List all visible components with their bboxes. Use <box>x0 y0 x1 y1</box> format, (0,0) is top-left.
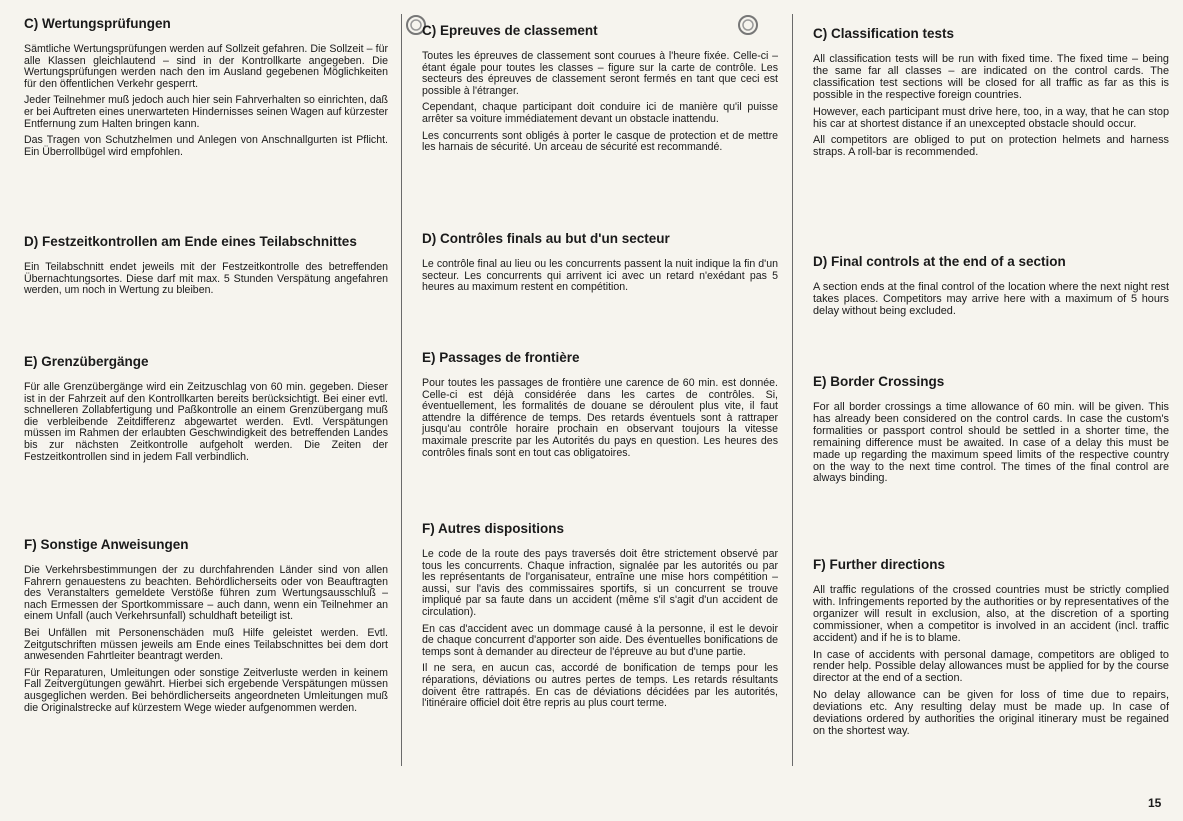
paragraph: Toutes les épreuves de classement sont courues à l'heure fixée. Celle-ci – étant égale pour toutes les classes – figure sur la carte de contrôle. Les secteurs des épreuves de classement seront fermés en tant que ceci est possible à l'étranger. <box>422 50 778 97</box>
paragraph: En cas d'accident avec un dommage causé à la personne, il est le devoir de chaque concurrent d'apporter son aide. Des éventuelles bonifications de temps sont à demander au directeur de l'épreuve au but d'une partie. <box>422 622 778 658</box>
english-column <box>813 0 1169 790</box>
section-d-fr <box>422 231 778 299</box>
section-c-de <box>24 16 388 163</box>
paragraph: A section ends at the final control of the location where the next night rest takes places. Competitors may arrive here with a maximum of 5 hours delay without being excluded. <box>813 281 1169 317</box>
section-e-fr <box>422 350 778 464</box>
paragraph: No delay allowance can be given for loss of time due to repairs, deviations etc. Any resulting delay must be made up. In case of deviations ordered by authorities the original itinerary must be regained on the shortest way. <box>813 689 1169 737</box>
paragraph: Le contrôle final au lieu ou les concurrents passent la nuit indique la fin d'un secteur. Les concurrents qui arrivent ici avec un retard n'exédant pas 5 heures au maximum restent en compétition. <box>422 258 778 294</box>
paragraph: Für Reparaturen, Umleitungen oder sonstige Zeitverluste werden in keinem Fall Zeitvergütungen gewährt. Hierbei sich ergebende Verspätungen müssen ausgeglichen werden. Bei behördlicherseits angeordneten Umleitungen muß die Originalstrecke auf kürzestem Wege wieder aufgenommen werden. <box>24 666 388 714</box>
section-heading: D) Contrôles finals au but d'un secteur <box>422 231 670 246</box>
section-heading: F) Sonstige Anweisungen <box>24 537 189 552</box>
section-c-en <box>813 26 1169 164</box>
paragraph: However, each participant must drive here, too, in a way, that he can stop his car at shortest distance if an unexcepted obstacle should occur. <box>813 105 1169 130</box>
page-number: 15 <box>1148 796 1162 810</box>
french-column <box>422 0 778 790</box>
paragraph: Die Verkehrsbestimmungen der zu durchfahrenden Länder sind von allen Fahrern genauestens zu beachten. Behördlicherseits oder von Beauftragten des Veranstalters gemeldete Verstöße führen zum Wertungsausschluß – nach Ermessen der Sportkommissare – auch dann, wenn ein Teilnehmer an einem Unfall (auch Verkehrsunfall) schuldhaft beteiligt ist. <box>24 564 388 623</box>
german-column <box>24 0 388 790</box>
section-heading: C) Wertungsprüfungen <box>24 16 171 31</box>
paragraph: Il ne sera, en aucun cas, accordé de bonification de temps pour les réparations, déviations ou autres pertes de temps. Les retards résultants doivent être rattrapés. En cas de déviations décidées par les autorités, l'itinéraire officiel doit être repris au plus court terme. <box>422 662 778 710</box>
section-f-en <box>813 557 1169 743</box>
section-d-de <box>24 234 388 302</box>
section-heading: C) Epreuves de classement <box>422 23 598 38</box>
paragraph: Jeder Teilnehmer muß jedoch auch hier sein Fahrverhalten so einrichten, daß er bei Auftreten eines unerwarteten Hindernisses seinen Wagen auf kürzester Entfernung zum Halten bringen kann. <box>24 94 388 130</box>
section-heading: E) Border Crossings <box>813 374 945 389</box>
section-heading: E) Grenzübergänge <box>24 354 149 369</box>
paragraph: For all border crossings a time allowance of 60 min. will be given. This has already been considered on the control cards. In case the custom's formalities or passport control should be settled in a shorter time, the remaining difference must be awaited. In case of a delay this must be made up regarding the maximum speed limits of the respective country on the way to the next time control. The times of the final control are always binding. <box>813 401 1169 485</box>
paragraph: Das Tragen von Schutzhelmen und Anlegen von Anschnallgurten ist Pflicht. Ein Überrollbügel wird empfohlen. <box>24 134 388 158</box>
section-heading: F) Autres dispositions <box>422 521 565 536</box>
paragraph: Sämtliche Wertungsprüfungen werden auf Sollzeit gefahren. Die Sollzeit – für alle Klassen gleichlautend – sind in der Kontrollkarte angegeben. Die Wertungsprüfungen werden nach den im Ausland gegebenen Möglichkeiten für den öffentlichen Verkehr gesperrt. <box>24 43 388 90</box>
column-divider <box>401 14 402 766</box>
paragraph: All traffic regulations of the crossed countries must be strictly complied with. Infringements reported by the authorities or by representatives of the organizer will result in exclusion, also, at the discretion of a sporting commissioner, when a competitor is involved in an accident (incl. traffic accident) and if he is to blame. <box>813 584 1169 644</box>
section-heading: D) Final controls at the end of a section <box>813 254 1066 269</box>
paragraph: All classification tests will be run with fixed time. The fixed time – being the same far all classes – are indicated on the control cards. The classification test sections will be closed for all traffic as far as this is possible in the respective foreign countries. <box>813 53 1169 101</box>
paragraph: Cependant, chaque participant doit conduire ici de manière qu'il puisse arrêter sa voiture immédiatement devant un obstacle inattendu. <box>422 101 778 125</box>
paragraph: Les concurrents sont obligés à porter le casque de protection et de mettre les harnais de sécurité. Un arceau de sécurité est recommandé. <box>422 129 778 154</box>
column-divider <box>792 14 793 766</box>
section-heading: C) Classification tests <box>813 26 955 41</box>
section-e-en <box>813 374 1169 490</box>
section-e-de <box>24 354 388 468</box>
section-d-en <box>813 254 1169 323</box>
paragraph: In case of accidents with personal damage, competitors are obliged to render help. Possible delay allowances must be applied for by the course director at the end of a section. <box>813 648 1169 685</box>
paragraph: Ein Teilabschnitt endet jeweils mit der Festzeitkontrolle des betreffenden Übernachtungsortes. Diese darf mit max. 5 Stunden Verspätung angefahren werden, um noch in Wertung zu bleiben. <box>24 261 388 297</box>
section-f-fr <box>422 521 778 715</box>
paragraph: Le code de la route des pays traversés doit être strictement observé par tous les concurrents. Chaque infraction, signalée par les autorités ou par les représentants de l'organisateur, entraîne une mise hors compétition – aussi, sur l'avis des commissaires sportifs, si un concurrent se trouve impliqué par sa faute dans un accident (même s'il s'agit d'un accident de circulation). <box>422 548 778 618</box>
section-heading: E) Passages de frontière <box>422 350 580 365</box>
paragraph: Pour toutes les passages de frontière une carence de 60 min. est donnée. Celle-ci est déjà considérée dans les cartes de contrôles. Si, éventuellement, les formalités de douane se déroulent plus vite, il faut attendre la différence de temps. Des retards éventuels sont à rattraper jusqu'au contrôle horaire prochain en observant toujours la vitesse maximale prescrite par les Autorités du pays en question. Les heures des contrôles finals sont en tout cas obligatoires. <box>422 377 778 459</box>
section-heading: F) Further directions <box>813 557 946 572</box>
section-heading: D) Festzeitkontrollen am Ende eines Teilabschnittes <box>24 234 357 249</box>
paragraph: All competitors are obliged to put on protection helmets and harness straps. A roll-bar is recommended. <box>813 134 1169 159</box>
section-f-de <box>24 537 388 719</box>
paragraph: Bei Unfällen mit Personenschäden muß Hilfe geleistet werden. Evtl. Zeitgutschriften müssen jeweils am Ende eines Teilabschnittes bei dem dort anwesenden Fahrtleiter beantragt werden. <box>24 626 388 663</box>
paragraph: Für alle Grenzübergänge wird ein Zeitzuschlag von 60 min. gegeben. Dieser ist in der Fahrzeit auf den Kontrollkarten bereits berücksichtigt. Bei einer evtl. schnelleren Zollabfertigung und Paßkontrolle an einem Grenzübergang muß die verbleibende Zeitdifferenz abgewartet werden. Evtl. Verspätungen müssen im Rahmen der erlaubten Geschwindigkeit des betreffenden Landes bis zur nächsten Zeitkontrolle aufgeholt werden. Die Zeiten der Festzeitkontrollen sind in jedem Fall verbindlich. <box>24 381 388 463</box>
section-c-fr <box>422 23 778 159</box>
